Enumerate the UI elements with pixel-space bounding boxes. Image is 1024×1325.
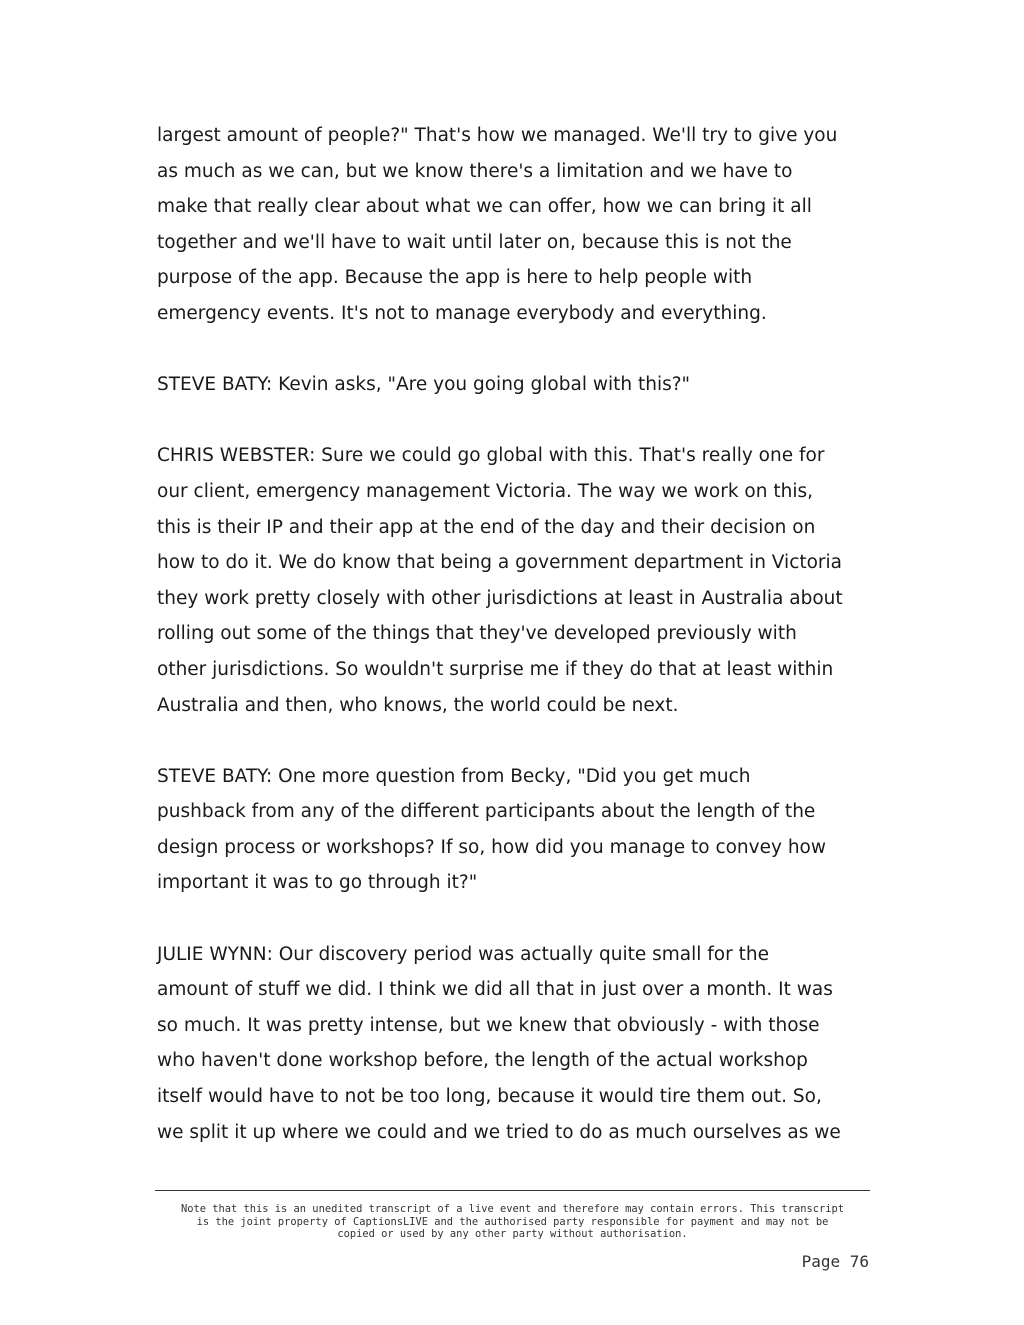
text-line: who haven't done workshop before, the length of the actual workshop: [157, 1050, 808, 1072]
text-line: JULIE WYNN: Our discovery period was actually quite small for the: [157, 943, 769, 965]
text-line: they work pretty closely with other jurisdictions at least in Australia about: [157, 587, 843, 609]
text-line: rolling out some of the things that they've developed previously with: [157, 623, 797, 645]
text-line: other jurisdictions. So wouldn't surprise me if they do that at least within: [157, 658, 834, 680]
text-line: emergency events. It's not to manage everybody and everything.: [157, 302, 767, 324]
text-line: our client, emergency management Victoria. The way we work on this,: [157, 480, 813, 502]
paragraph-gap: [157, 723, 877, 759]
text-line: design process or workshops? If so, how did you manage to convey how: [157, 836, 826, 858]
paragraph: [157, 438, 877, 723]
text-line: purpose of the app. Because the app is here to help people with: [157, 267, 753, 289]
page-number: Page 76: [801, 1252, 869, 1271]
text-line: largest amount of people?" That's how we managed. We'll try to give you: [157, 125, 838, 146]
footer-note-line: is the joint property of CaptionsLIVE and the authorised party responsible for payment and may not be: [196, 1215, 829, 1228]
text-line: together and we'll have to wait until later on, because this is not the: [157, 231, 792, 253]
text-line: STEVE BATY: One more question from Becky, "Did you get much: [157, 765, 751, 787]
text-line: important it was to go through it?": [157, 872, 478, 894]
text-line: Australia and then, who knows, the world could be next.: [157, 694, 679, 716]
footer-note-line: copied or used by any other party without authorisation.: [337, 1228, 688, 1240]
text-line: we split it up where we could and we tried to do as much ourselves as we: [157, 1121, 841, 1143]
paragraph: [157, 759, 877, 901]
footer-disclaimer: [155, 1203, 870, 1241]
paragraph-gap: [157, 403, 877, 439]
text-line: as much as we can, but we know there's a limitation and we have to: [157, 160, 793, 182]
text-line: CHRIS WEBSTER: Sure we could go global with this. That's really one for: [157, 445, 825, 467]
text-line: so much. It was pretty intense, but we knew that obviously - with those: [157, 1014, 820, 1036]
paragraph: [157, 367, 877, 403]
text-line: amount of stuff we did. I think we did all that in just over a month. It was: [157, 979, 833, 1001]
paragraph-gap: [157, 332, 877, 368]
text-line: how to do it. We do know that being a government department in Victoria: [157, 552, 843, 574]
text-line: this is their IP and their app at the end of the day and their decision on: [157, 516, 816, 538]
paragraph-gap: [157, 901, 877, 937]
text-line: pushback from any of the different participants about the length of the: [157, 801, 816, 823]
transcript-body: [157, 118, 877, 1150]
text-line: make that really clear about what we can offer, how we can bring it all: [157, 196, 812, 218]
paragraph: [157, 118, 877, 332]
text-line: itself would have to not be too long, because it would tire them out. So,: [157, 1086, 822, 1108]
paragraph: [157, 937, 877, 1151]
text-line: STEVE BATY: Kevin asks, "Are you going global with this?": [157, 374, 691, 396]
footer-divider: [155, 1190, 870, 1191]
footer-note-line: Note that this is an unedited transcript of a live event and therefore may contain errors. This transcript: [180, 1203, 845, 1215]
